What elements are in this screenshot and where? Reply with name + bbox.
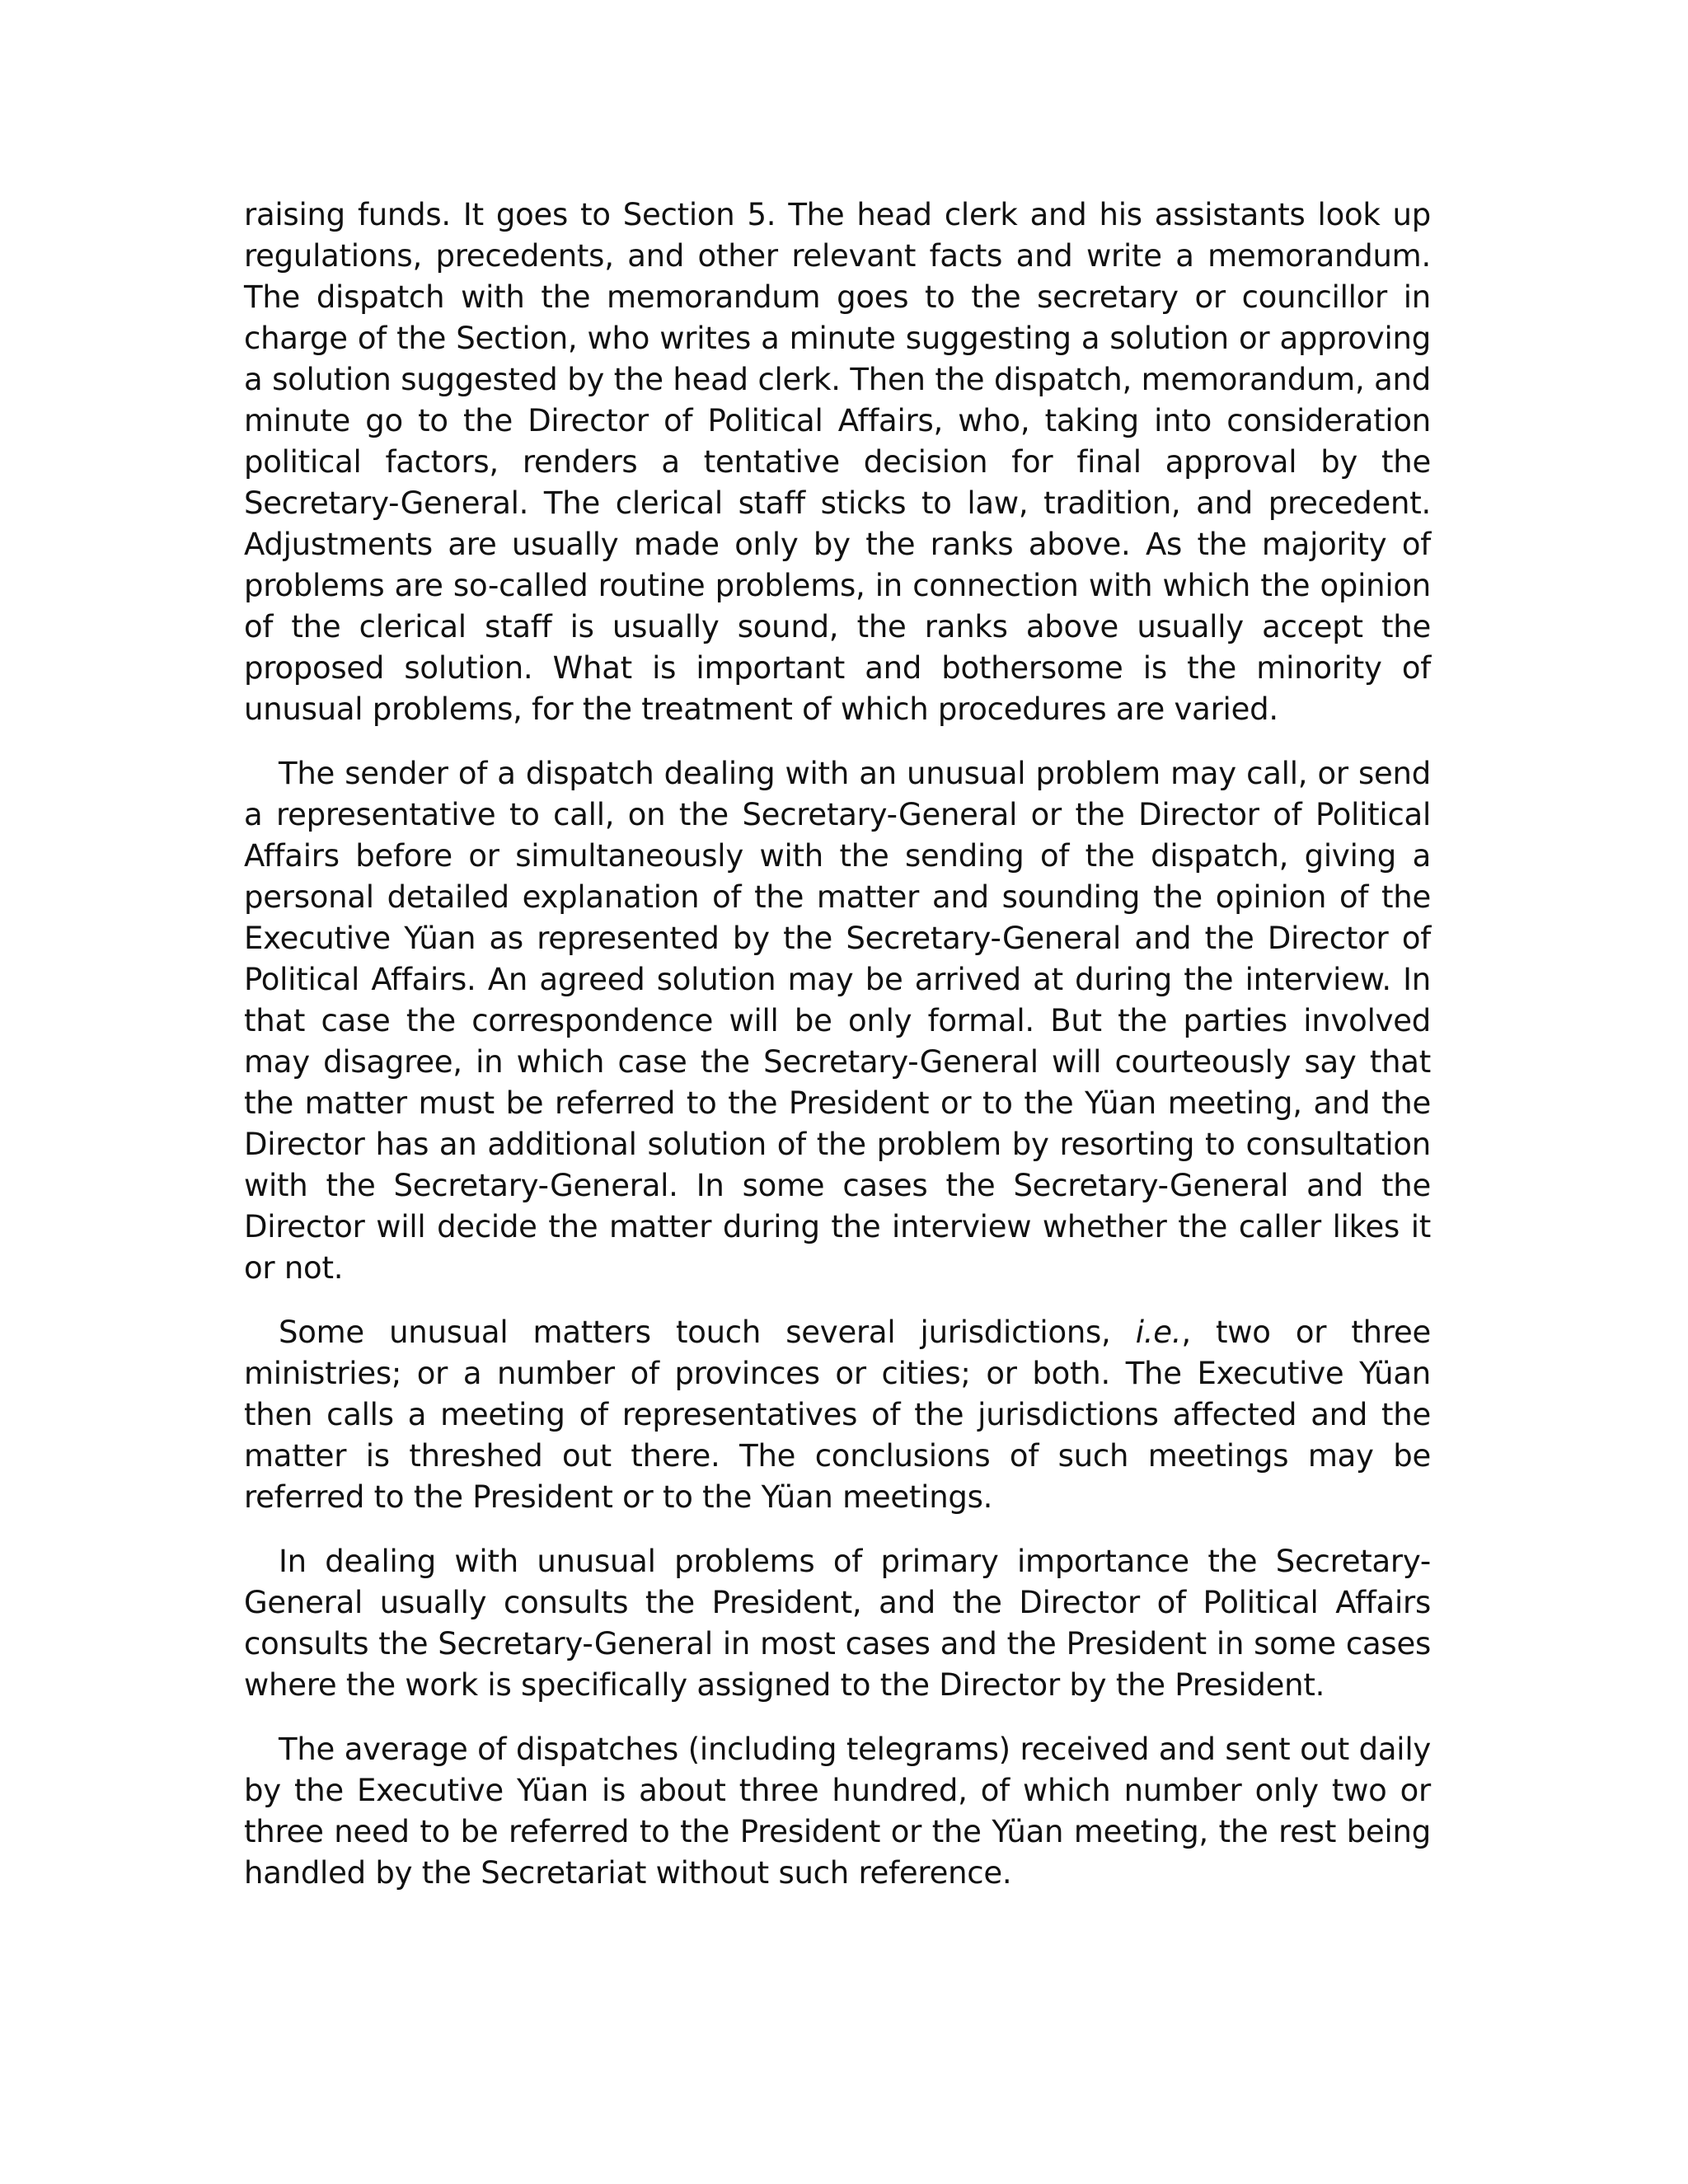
paragraph-3-start: Some unusual matters touch several jurisdictions, (279, 1315, 1136, 1350)
paragraph-5: The average of dispatches (including telegrams) received and sent out daily by the Executive Yüan is about three hundred, of which number only two or three need to be referred to the President or the Yüan meeting, the rest being handled by the Secretariat without such reference. (244, 1732, 1431, 1891)
paragraph-3-italic: i.e. (1135, 1315, 1182, 1350)
paragraph-1: raising funds. It goes to Section 5. The head clerk and his assistants look up regulations, precedents, and other relevant facts and write a memorandum. The dispatch with the memorandum goes to the secretary or councillor in charge of the Section, who writes a minute suggesting a solution or approving a solution suggested by the head clerk. Then the dispatch, memorandum, and minute go to the Director of Political Affairs, who, taking into consideration political factors, renders a tentative decision for final approval by the Secretary-General. The clerical staff sticks to law, tradition, and precedent. Adjustments are usually made only by the ranks above. As the majority of problems are so-called routine problems, in connection with which the opinion of the clerical staff is usually sound, the ranks above usually accept the proposed solution. What is important and bothersome is the minority of unusual problems, for the treatment of which procedures are varied. (244, 197, 1431, 727)
paragraph-3 (244, 1312, 1431, 1518)
paragraph-3-end: , two or three ministries; or a number of provinces or cities; or both. The Executive Yüan then calls a meeting of representatives of the jurisdictions affected and the matter is threshed out there. The conclusions of such meetings may be referred to the President or to the Yüan meetings. (244, 1315, 1431, 1515)
paragraph-4: In dealing with unusual problems of primary importance the Secretary-General usually consults the President, and the Director of Political Affairs consults the Secretary-General in most cases and the President in some cases where the work is specifically assigned to the Director by the President. (244, 1544, 1431, 1703)
paragraph-2: The sender of a dispatch dealing with an unusual problem may call, or send a representative to call, on the Secretary-General or the Director of Political Affairs before or simultaneously with the sending of the dispatch, giving a personal detailed explanation of the matter and sounding the opinion of the Executive Yüan as represented by the Secretary-General and the Director of Political Affairs. An agreed solution may be arrived at during the interview. In that case the correspondence will be only formal. But the parties involved may disagree, in which case the Secretary-General will courteously say that the matter must be referred to the President or to the Yüan meeting, and the Director has an additional solution of the problem by resorting to consultation with the Secretary-General. In some cases the Secretary-General and the Director will decide the matter during the interview whether the caller likes it or not. (244, 756, 1431, 1286)
document-page (244, 194, 1431, 1917)
